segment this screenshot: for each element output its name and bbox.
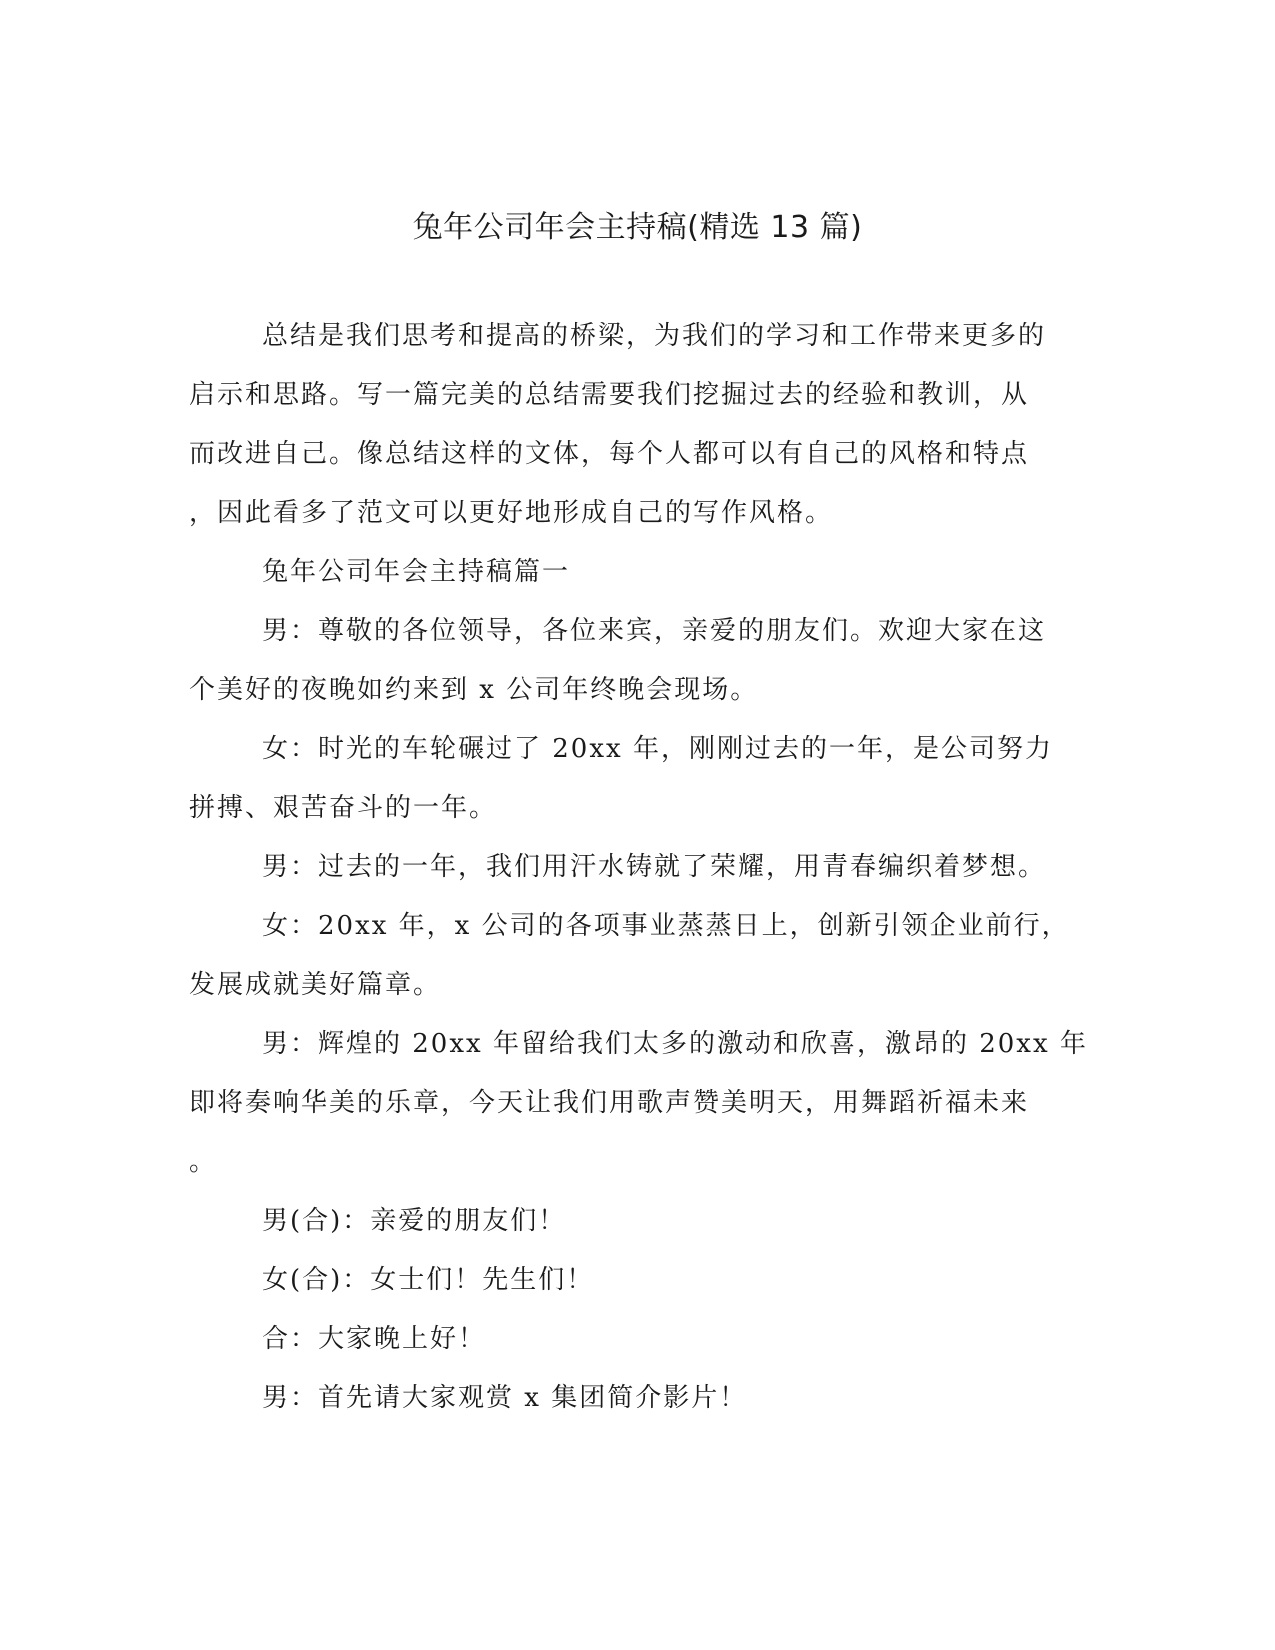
paragraph-line: 女：20xx 年，x 公司的各项事业蒸蒸日上，创新引领企业前行，	[262, 911, 1070, 941]
paragraph-line: 男：过去的一年，我们用汗水铸就了荣耀，用青春编织着梦想。	[262, 852, 1047, 882]
paragraph-line: 。	[189, 1147, 218, 1177]
section-heading: 兔年公司年会主持稿篇一	[262, 557, 571, 587]
paragraph-line: 发展成就美好篇章。	[189, 970, 442, 1000]
paragraph-line: 总结是我们思考和提高的桥梁，为我们的学习和工作带来更多的	[262, 321, 1047, 351]
paragraph-line: 个美好的夜晚如约来到 x 公司年终晚会现场。	[189, 675, 759, 705]
paragraph-line: ，因此看多了范文可以更好地形成自己的写作风格。	[189, 498, 834, 528]
paragraph-line: 男：尊敬的各位领导，各位来宾，亲爱的朋友们。欢迎大家在这	[262, 616, 1047, 646]
document-title: 兔年公司年会主持稿(精选 13 篇)	[412, 210, 863, 245]
paragraph-line: 女：时光的车轮碾过了 20xx 年，刚刚过去的一年，是公司努力	[262, 734, 1053, 764]
paragraph-line: 女(合)：女士们！先生们！	[262, 1265, 595, 1295]
paragraph-line: 男：辉煌的 20xx 年留给我们太多的激动和欣喜，激昂的 20xx 年	[262, 1029, 1088, 1059]
paragraph-line: 即将奏响华美的乐章，今天让我们用歌声赞美明天，用舞蹈祈福未来	[189, 1088, 1030, 1118]
paragraph-line: 男(合)：亲爱的朋友们！	[262, 1206, 567, 1236]
paragraph-line: 拼搏、艰苦奋斗的一年。	[189, 793, 498, 823]
paragraph-line: 而改进自己。像总结这样的文体，每个人都可以有自己的风格和特点	[189, 439, 1030, 469]
paragraph-line: 合：大家晚上好！	[262, 1324, 487, 1354]
paragraph-line: 启示和思路。写一篇完美的总结需要我们挖掘过去的经验和教训，从	[189, 380, 1030, 410]
paragraph-line: 男：首先请大家观赏 x 集团简介影片！	[262, 1383, 748, 1413]
